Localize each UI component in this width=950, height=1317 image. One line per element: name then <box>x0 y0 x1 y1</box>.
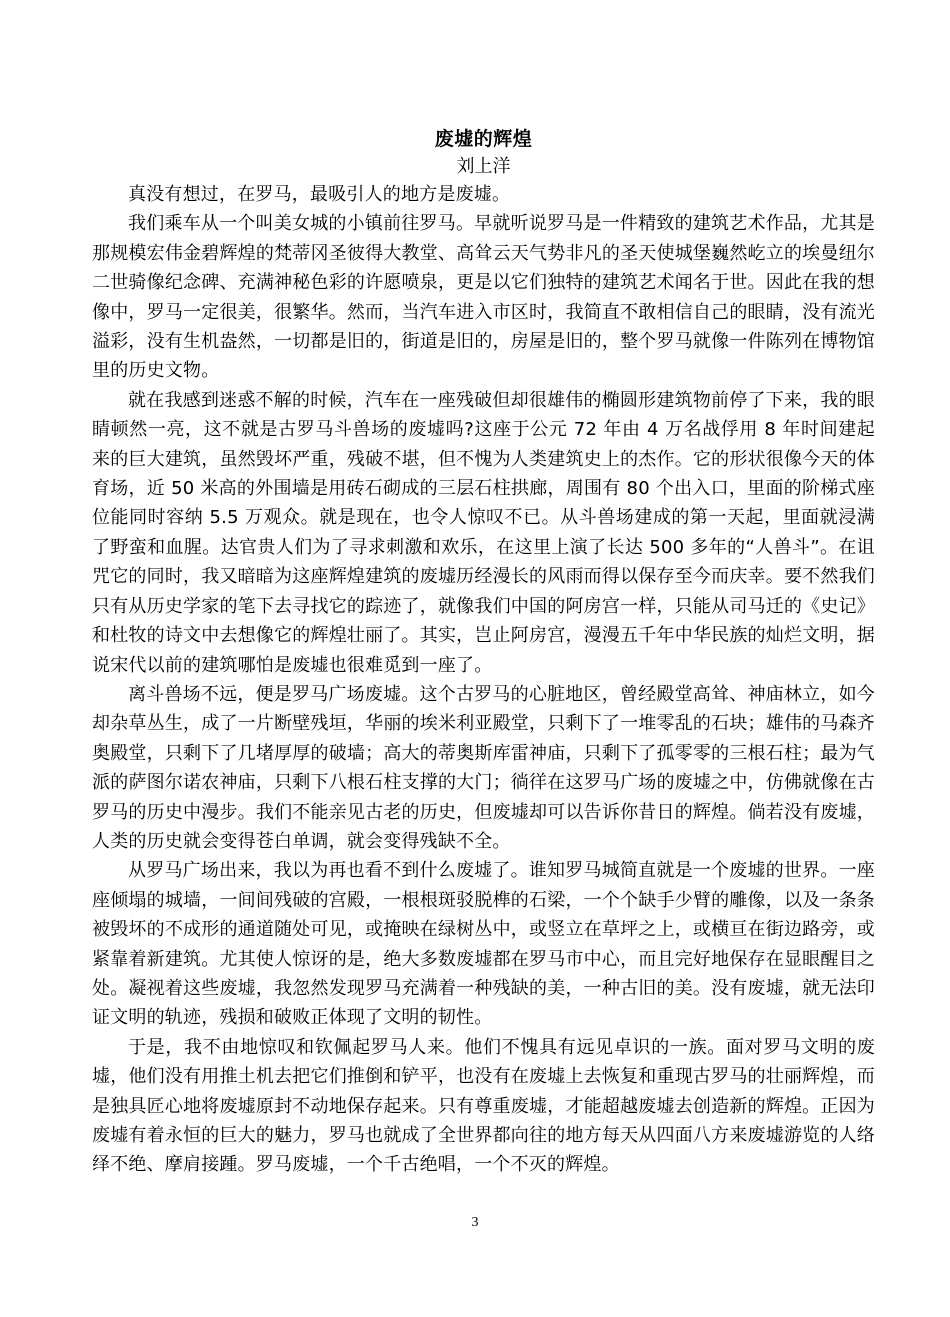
paragraph-6: 于是，我不由地惊叹和钦佩起罗马人来。他们不愧具有远见卓识的一族。面对罗马文明的废墟，他们没有用推土机去把它们推倒和铲平，也没有在废墟上去恢复和重现古罗马的壮丽辉煌，而是独具匠心地将废墟原封不动地保存起来。只有尊重废墟，才能超越废墟去创造新的辉煌。正因为废墟有着永恒的巨大的魅力，罗马也就成了全世界都向往的地方每天从四面八方来废墟游览的人络绎不绝、摩肩接踵。罗马废墟，一个千古绝唱，一个不灭的辉煌。 <box>92 1036 875 1176</box>
article-title: 废墟的辉煌 <box>434 128 533 150</box>
page-number: 3 <box>471 1215 479 1230</box>
paragraph-2: 我们乘车从一个叫美女城的小镇前往罗马。早就听说罗马是一件精致的建筑艺术作品，尤其是那规模宏伟金碧辉煌的梵蒂冈圣彼得大教堂、高耸云天气势非凡的圣天使城堡巍然屹立的埃曼纽尔二世骑像纪念碑、充满神秘色彩的许愿喷泉，更是以它们独特的建筑艺术闻名于世。因此在我的想像中，罗马一定很美，很繁华。然而，当汽车进入市区时，我简直不敢相信自己的眼睛，没有流光溢彩，没有生机盎然，一切都是旧的，街道是旧的，房屋是旧的，整个罗马就像一件陈列在博物馆里的历史文物。 <box>92 213 875 382</box>
paragraph-3: 就在我感到迷惑不解的时候，汽车在一座残破但却很雄伟的椭圆形建筑物前停了下来，我的眼睛顿然一亮，这不就是古罗马斗兽场的废墟吗?这座于公元 72 年由 4 万名战俘用 8 年时间建起来的巨大建筑，虽然毁坏严重，残破不堪，但不愧为人类建筑史上的杰作。它的形状很像今天的体育场，近 50 米高的外围墙是用砖石砌成的三层石柱拱廊，周围有 80 个出入口，里面的阶梯式座位能同时容纳 5.5 万观众。就是现在，也令人惊叹不已。从斗兽场建成的第一天起，里面就浸满了野蛮和血腥。达官贵人们为了寻求刺激和欢乐，在这里上演了长达 500 多年的“人兽斗”。在诅咒它的同时，我又暗暗为这座辉煌建筑的废墟历经漫长的风雨而得以保存至今而庆幸。要不然我们只有从历史学家的笔下去寻找它的踪迹了，就像我们中国的阿房宫一样，只能从司马迁的《史记》和杜牧的诗文中去想像它的辉煌壮丽了。其实，岂止阿房宫，漫漫五千年中华民族的灿烂文明，据说宋代以前的建筑哪怕是废墟也很难觅到一座了。 <box>92 389 875 676</box>
paragraph-5: 从罗马广场出来，我以为再也看不到什么废墟了。谁知罗马城简直就是一个废墟的世界。一座座倾塌的城墙，一间间残破的宫殿，一根根斑驳脱榫的石梁，一个个缺手少臂的雕像，以及一条条被毁坏的不成形的通道随处可见，或掩映在绿树丛中，或竖立在草坪之上，或横亘在街边路旁，或紧靠着新建筑。尤其使人惊讶的是，绝大多数废墟都在罗马市中心，而且完好地保存在显眼醒目之处。凝视着这些废墟，我忽然发现罗马充满着一种残缺的美，一种古旧的美。没有废墟，就无法印证文明的轨迹，残损和破败正体现了文明的韧性。 <box>92 860 875 1029</box>
paragraph-4: 离斗兽场不远，便是罗马广场废墟。这个古罗马的心脏地区，曾经殿堂高耸、神庙林立，如今却杂草丛生，成了一片断壁残垣，华丽的埃米利亚殿堂，只剩下了一堆零乱的石块；雄伟的马森齐奥殿堂，只剩下了几堵厚厚的破墙；高大的蒂奥斯库雷神庙，只剩下了孤零零的三根石柱；最为气派的萨图尔诺农神庙，只剩下八根石柱支撑的大门；徜徉在这罗马广场的废墟之中，仿佛就像在古罗马的历史中漫步。我们不能亲见古老的历史，但废墟却可以告诉你昔日的辉煌。倘若没有废墟，人类的历史就会变得苍白单调，就会变得残缺不全。 <box>92 683 875 852</box>
document-page <box>92 124 875 1180</box>
article-author: 刘上洋 <box>456 156 511 177</box>
paragraph-1: 真没有想过，在罗马，最吸引人的地方是废墟。 <box>128 184 511 205</box>
